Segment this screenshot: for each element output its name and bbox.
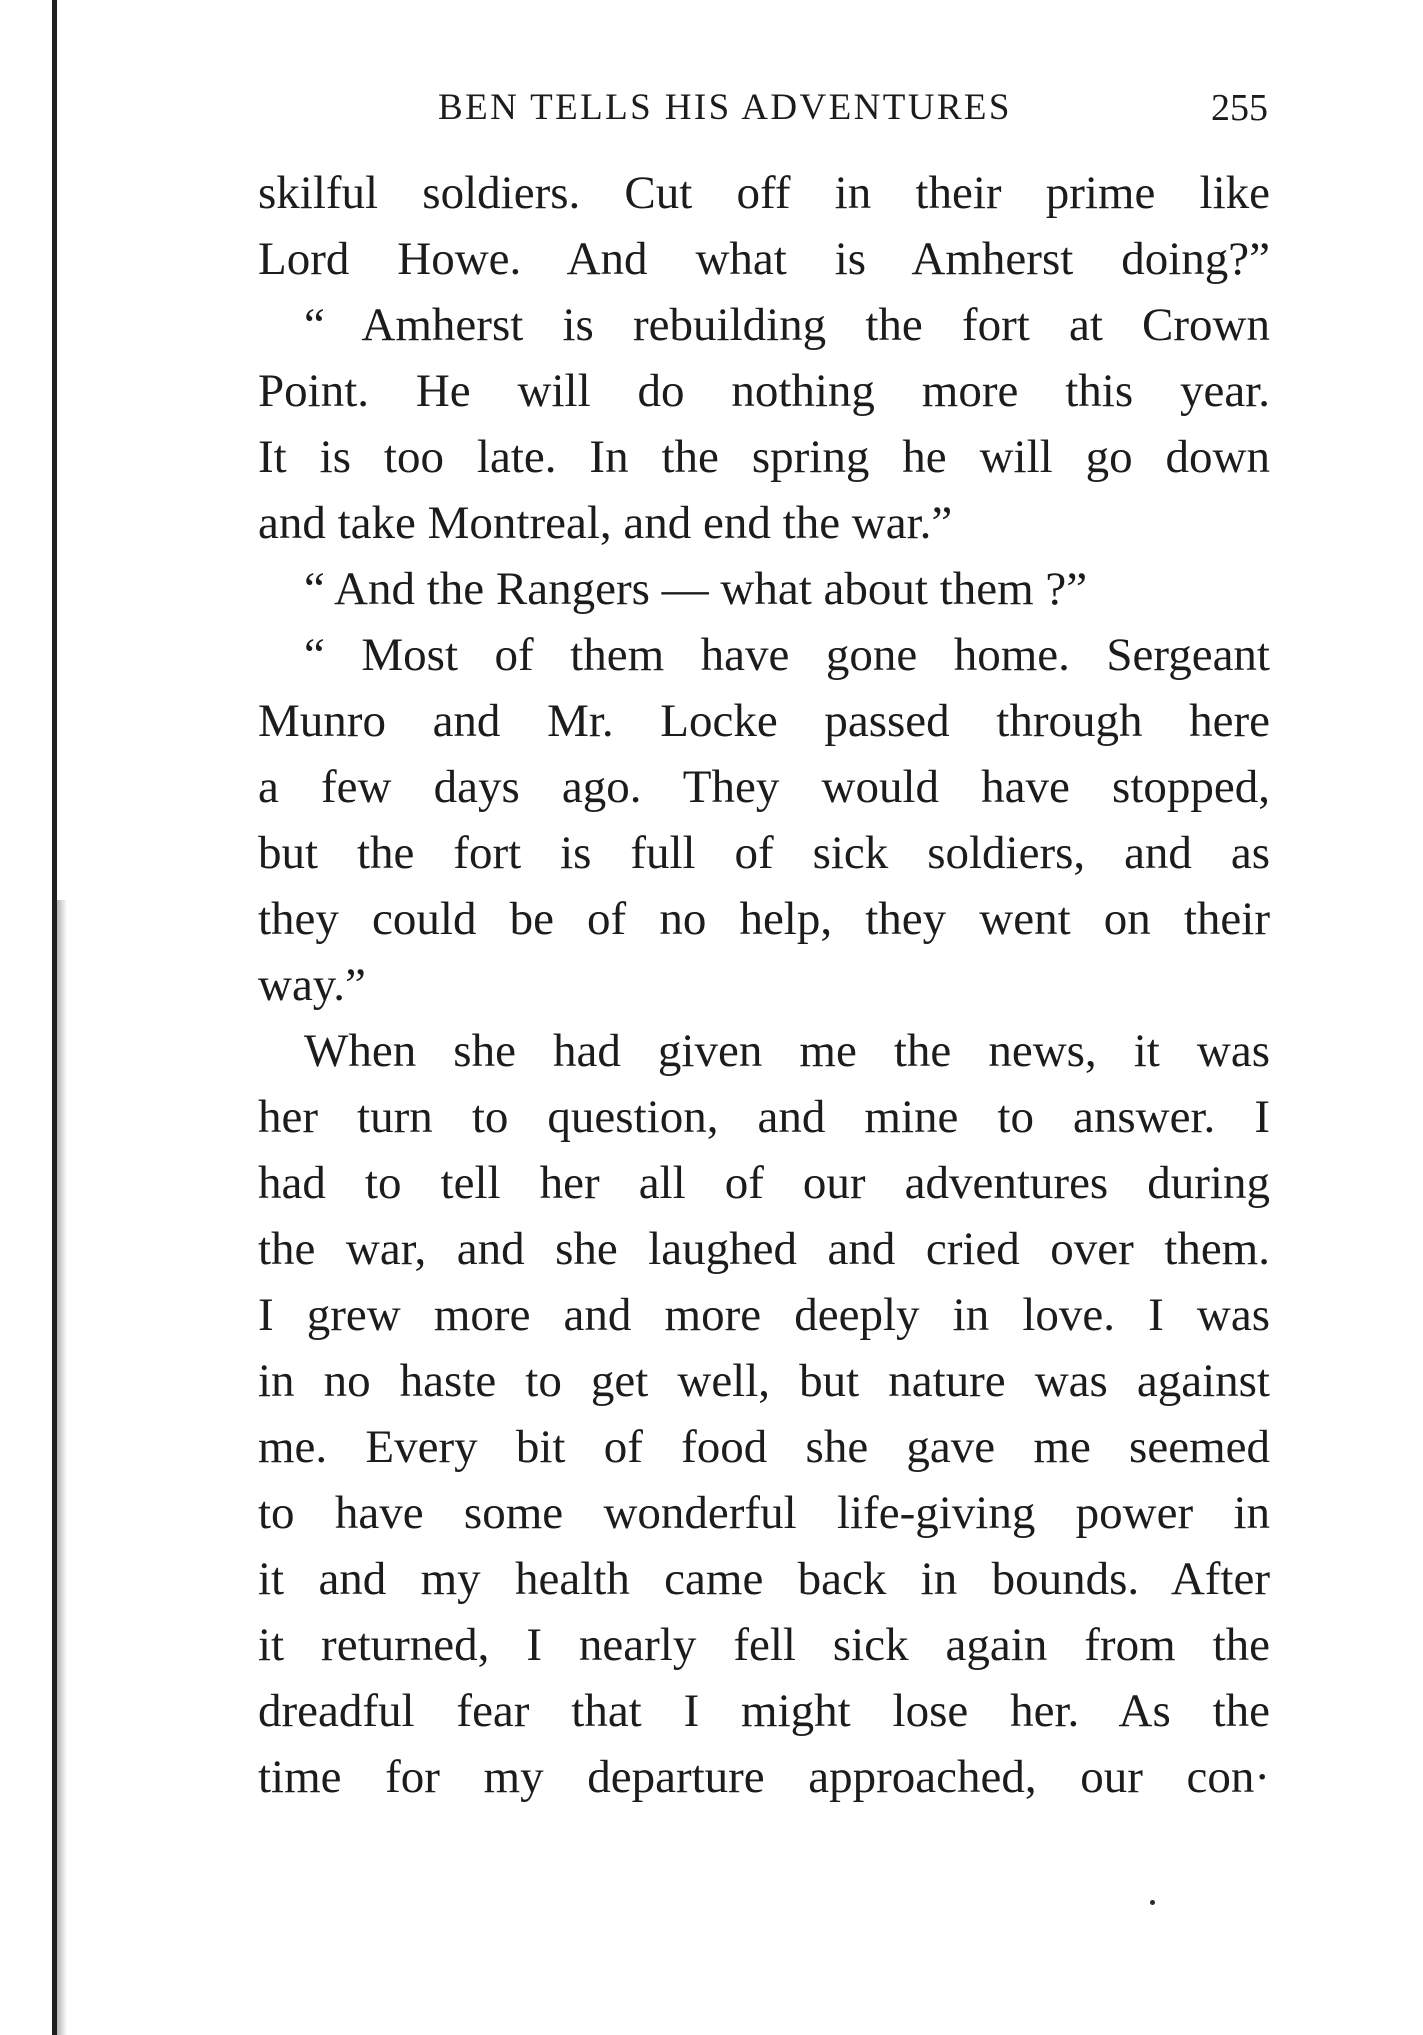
- running-head: [438, 80, 1268, 136]
- paper-speck: [1150, 1900, 1155, 1905]
- text-line: the war, and she laughed and cried over them.: [258, 1223, 1270, 1275]
- text-line: it returned, I nearly fell sick again from the: [258, 1619, 1270, 1671]
- text-line: to have some wonderful life-giving power in: [258, 1487, 1270, 1539]
- text-line: had to tell her all of our adventures during: [258, 1157, 1270, 1209]
- text-line: it and my health came back in bounds. After: [258, 1553, 1270, 1605]
- text-line: Point. He will do nothing more this year.: [258, 365, 1270, 417]
- text-line: When she had given me the news, it was: [304, 1025, 1270, 1077]
- text-line: they could be of no help, they went on their: [258, 893, 1270, 945]
- text-line: “ Most of them have gone home. Sergeant: [304, 629, 1270, 681]
- text-line: Lord Howe. And what is Amherst doing?”: [258, 233, 1270, 285]
- text-line: and take Montreal, and end the war.”: [258, 497, 953, 549]
- text-line: Munro and Mr. Locke passed through here: [258, 695, 1270, 747]
- text-line: I grew more and more deeply in love. I was: [258, 1289, 1270, 1341]
- text-line: “ Amherst is rebuilding the fort at Crown: [304, 299, 1270, 351]
- text-line: “ And the Rangers — what about them ?”: [304, 563, 1088, 615]
- running-head-title: BEN TELLS HIS ADVENTURES: [438, 87, 1012, 128]
- text-line: me. Every bit of food she gave me seemed: [258, 1421, 1270, 1473]
- text-line: her turn to question, and mine to answer. I: [258, 1091, 1270, 1143]
- text-line: It is too late. In the spring he will go down: [258, 431, 1270, 483]
- text-line: dreadful fear that I might lose her. As the: [258, 1685, 1270, 1737]
- text-line: but the fort is full of sick soldiers, and as: [258, 827, 1270, 879]
- spine-shadow: [57, 900, 67, 2035]
- page-number: 255: [1211, 87, 1268, 129]
- text-line: a few days ago. They would have stopped,: [258, 761, 1270, 813]
- text-line: in no haste to get well, but nature was against: [258, 1355, 1270, 1407]
- text-line: skilful soldiers. Cut off in their prime like: [258, 167, 1270, 219]
- text-line: time for my departure approached, our con·: [258, 1751, 1270, 1803]
- text-line: way.”: [258, 959, 366, 1011]
